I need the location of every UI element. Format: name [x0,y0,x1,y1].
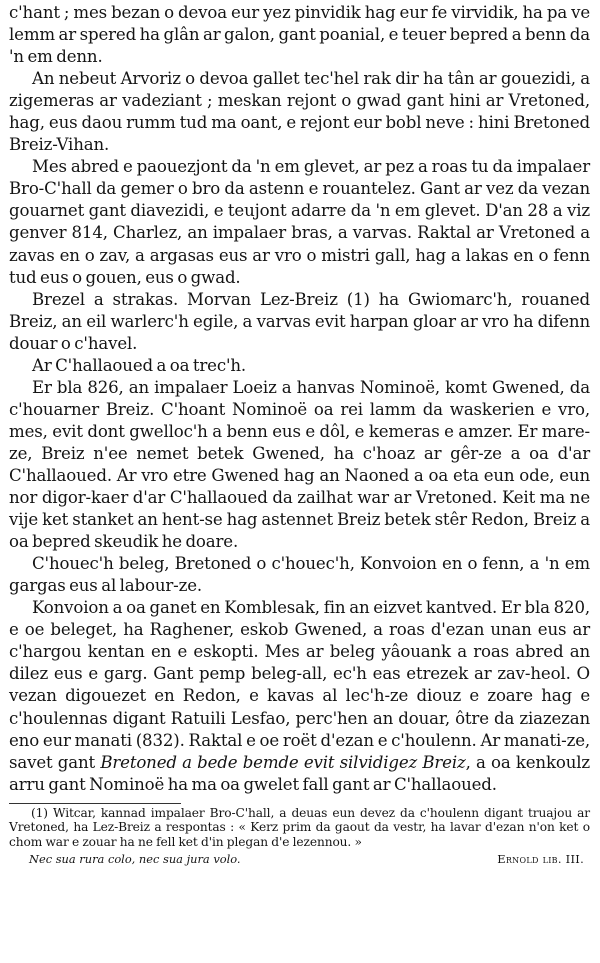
paragraph-3: Mes abred e paouezjont da 'n em glevet, ar pez a roas tu da impalaer Bro-C'hall da gemer o bro da astenn e rouantelez. Gant ar vez da vezan gouarnet gant diavezidi, e teujont adarre da 'n em glevet. D'an 28 a viz genver 814, Charlez, an impalaer bras, a varvas. Raktal ar Vretoned a zavas en o zav, a argasas eus ar vro o mistri gall, hag a lakas en o fenn tud eus o gouen, eus o gwad. [9,157,590,287]
quote-source: Ernold lib. III. [497,852,584,867]
footnote: (1) Witcar, kannad impalaer Bro-C'hall, a deuas eun devez da c'houlenn digant truajou ar Vretoned, ha Lez-Breiz a respontas : « Kerz prim da gaout da vestr, ha lavar d'ezan n'on ket o chom war e zouar ha ne fell ket d'in plegan d'e lezennou. » [9,805,590,850]
main-text [9,2,590,796]
paragraph-8-text-b: , a oa kenkoulz arru gant Nominoë ha ma oa gwelet fall gant ar C'hallaoued. [9,752,591,794]
paragraph-8 [9,597,590,795]
paragraph-4: Brezel a strakas. Morvan Lez-Breiz (1) ha Gwiomarc'h, rouaned Breiz, an eil warlerc'h egile, a varvas evit harpan gloar ar vro ha difenn douar o c'havel. [9,289,590,353]
paragraph-8-emphasis: Bretoned a bede bemde evit silvidigez Breiz [100,752,466,772]
paragraph-7: C'houec'h beleg, Bretoned o c'houec'h, Konvoion en o fenn, a 'n em gargas eus al labour-ze. [9,554,590,596]
paragraph-6: Er bla 826, an impalaer Loeiz a hanvas Nominoë, komt Gwened, da c'houarner Breiz. C'hoant Nominoë oa rei lamm da waskerien e vro, mes, evit dont gwelloc'h a benn eus e dôl, e kemeras e amzer. Er mare-ze, Breiz n'ee nemet betek Gwened, ha c'hoaz ar gêr-ze a oa d'ar C'hallaoued. Ar vro etre Gwened hag an Naoned a oa eta eun ode, eun nor digor-kaer d'ar C'hallaoued da zailhat war ar Vretoned. Keit ma ne vije ket stanket an hent-se hag astennet Breiz betek stêr Redon, Breiz a oa bepred skeudik he doare. [9,377,590,552]
paragraph-2: An nebeut Arvoriz o devoa gallet tec'hel rak dir ha tân ar gouezidi, a zigemeras ar vadeziant ; meskan rejont o gwad gant hini ar Vretoned, hag, eus daou rumm tud ma oant, e rejont eur bobl neve : hini Bretoned Breiz-Vihan. [9,69,590,155]
paragraph-1: c'hant ; mes bezan o devoa eur yez pinvidik hag eur fe virvidik, ha pa ve lemm ar spered ha glân ar galon, gant poanial, e teuer bepred a benn da 'n em denn. [9,3,590,67]
paragraph-8-text-a: Konvoion a oa ganet en Komblesak, fin an eizvet kantved. Er bla 820, e oe beleget, ha Raghener, eskob Gwened, a roas d'ezan unan eus ar c'hargou kentan en e eskopti. Mes ar beleg yâouank a roas abred an dilez eus e garg. Gant pemp beleg-all, ec'h eas etrezek ar zav-heol. O vezan digouezet en Redon, e kavas al lec'h-ze diouz e zoare hag e c'houlennas digant Ratuili Lesfao, perc'hen an douar, ôtre da ziazezan eno eur manati (832). Raktal e oe roët d'ezan e c'houlenn. Ar manati-ze, savet gant [9,598,590,772]
latin-quote: Nec sua rura colo, nec sua jura volo. [29,852,241,867]
footnote-quote-line [9,852,590,866]
footnote-rule [9,803,181,804]
paragraph-5: Ar C'hallaoued a oa trec'h. [32,355,247,375]
